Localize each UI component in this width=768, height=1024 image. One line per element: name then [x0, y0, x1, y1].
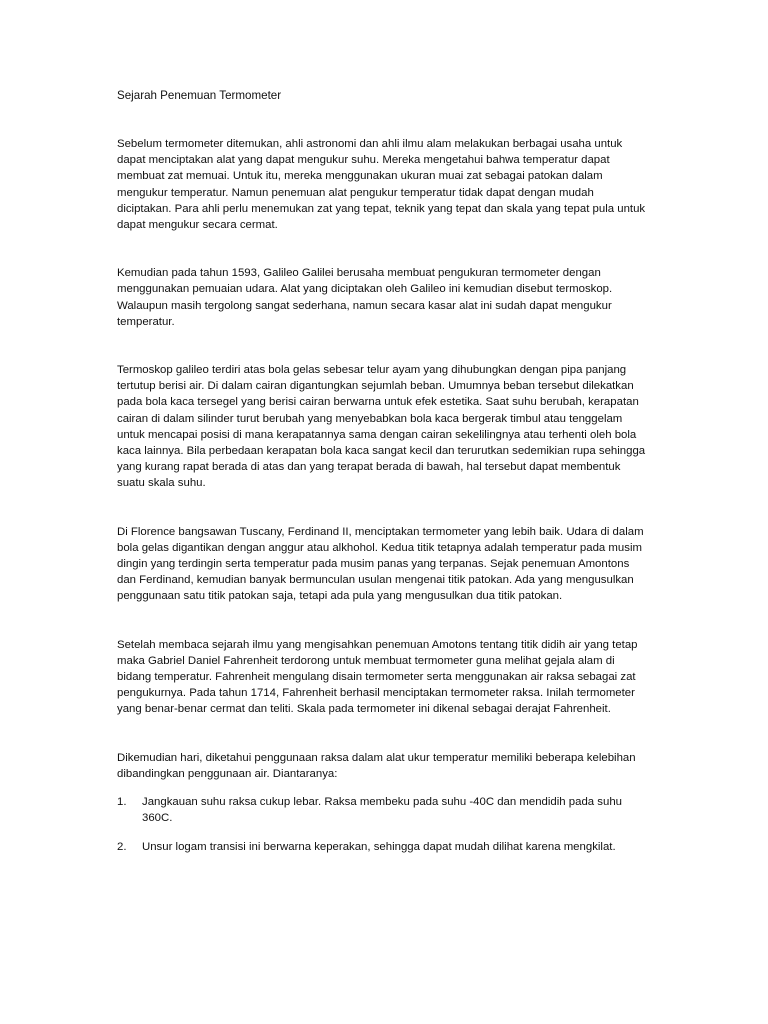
paragraph-galileo: Kemudian pada tahun 1593, Galileo Galilei berusaha membuat pengukuran termometer dengan menggunakan pemuaian udara. Alat yang diciptakan oleh Galileo ini kemudian disebut termoskop. Walaupun masih tergolong sangat sederhana, namun secara kasar alat ini sudah dapat mengukur temperatur.: [117, 267, 613, 328]
list-item-number: 2.: [117, 840, 127, 853]
paragraph-ferdinand: Di Florence bangsawan Tuscany, Ferdinand II, menciptakan termometer yang lebih baik. Udara di dalam bola gelas digantikan dengan anggur atau alkhohol. Kedua titik tetapnya adalah temperatur pada musim dingin yang terdingin serta temperatur pada musim panas yang terpanas. Sejak penemuan Amontons dan Ferdinand, kemudian banyak bermunculan usulan mengenai titik patokan. Ada yang mengusulkan penggunaan satu titik patokan saja, tetapi ada pula yang mengusulkan dua titik patokan.: [117, 525, 644, 603]
paragraph-mercury-advantages: Dikemudian hari, diketahui penggunaan raksa dalam alat ukur temperatur memiliki beberapa kelebihan dibandingkan penggunaan air. Diantaranya:: [117, 751, 636, 780]
paragraph-before-thermometer: Sebelum termometer ditemukan, ahli astronomi dan ahli ilmu alam melakukan berbagai usaha untuk dapat menciptakan alat yang dapat mengukur suhu. Mereka mengetahui bahwa temperatur dapat membuat zat memuai. Untuk itu, mereka menggunakan ukuran muai zat sebagai patokan dalam mengukur temperatur. Namun penemuan alat pengukur temperatur tidak dapat dengan mudah diciptakan. Para ahli perlu menemukan zat yang tepat, teknik yang tepat dan skala yang tepat pula untuk dapat mengukur secara cermat.: [117, 138, 646, 232]
list-item-number: 1.: [117, 796, 127, 809]
paragraph-fahrenheit: Setelah membaca sejarah ilmu yang mengisahkan penemuan Amotons tentang titik didih air yang tetap maka Gabriel Daniel Fahrenheit terdorong untuk membuat termometer guna melihat gejala alam di bidang temperatur. Fahrenheit mengulang disain termometer serta menggunakan air raksa sebagai zat pengukurnya. Pada tahun 1714, Fahrenheit berhasil menciptakan termometer raksa. Inilah termometer yang benar-benar cermat dan teliti. Skala pada termometer ini dikenal sebagai derajat Fahrenheit.: [117, 638, 638, 716]
list-item-text: Unsur logam transisi ini berwarna keperakan, sehingga dapat mudah dilihat karena mengkilat.: [142, 840, 616, 853]
document-body: [117, 88, 647, 867]
advantages-list: [117, 794, 647, 855]
list-item: [117, 794, 647, 826]
paragraph-thermoscope: Termoskop galileo terdiri atas bola gelas sebesar telur ayam yang dihubungkan dengan pipa panjang tertutup berisi air. Di dalam cairan digantungkan sejumlah beban. Umumnya beban tersebut dilekatkan pada bola kaca tersegel yang berisi cairan berwarna untuk efek estetika. Saat suhu berubah, kerapatan cairan di dalam silinder turut berubah yang menyebabkan bola kaca bergerak timbul atau tenggelam untuk mencapai posisi di mana kerapatannya sama dengan cairan sekelilingnya atau terhenti oleh bola kaca lainnya. Bila perbedaan kerapatan bola kaca sangat kecil dan terurutkan sedemikian rupa sehingga yang kurang rapat berada di atas dan yang terapat berada di bawah, hal tersebut dapat membentuk suatu skala suhu.: [117, 364, 646, 490]
document-title: Sejarah Penemuan Termometer: [117, 89, 282, 102]
list-item-text: Jangkauan suhu raksa cukup lebar. Raksa membeku pada suhu -40C dan mendidih pada suhu 360C.: [142, 796, 622, 825]
list-item: [117, 839, 647, 855]
